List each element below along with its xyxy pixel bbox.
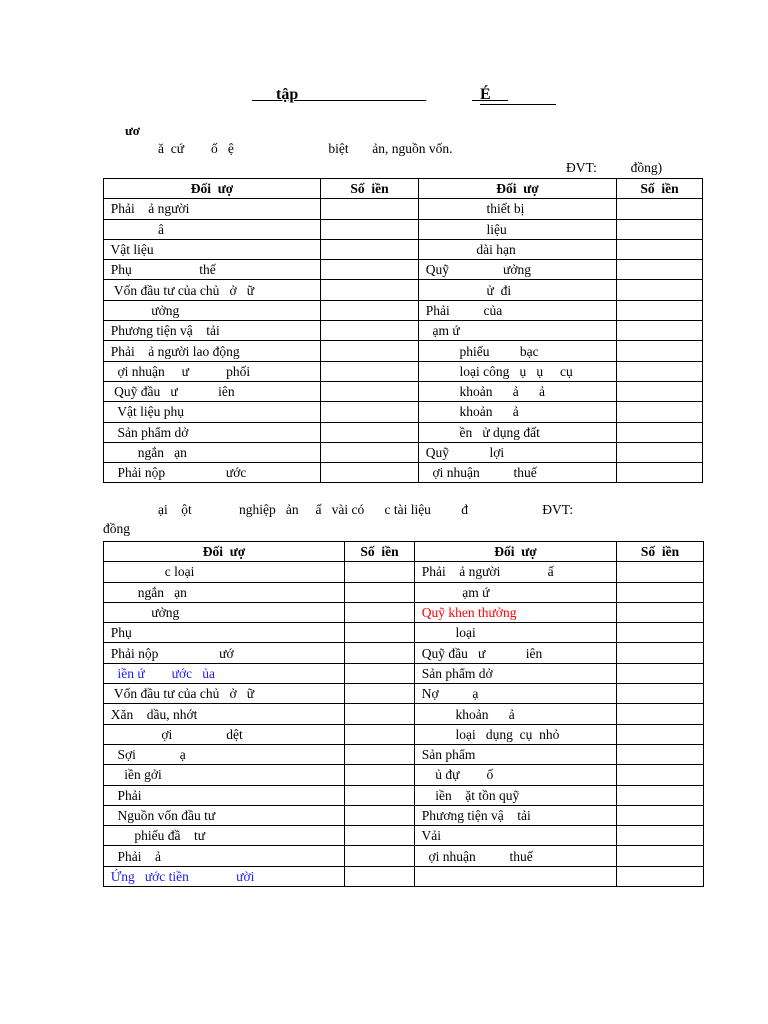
account-name-cell: loại dụng cụ nhỏ	[415, 724, 617, 744]
account-name-cell: c loại	[104, 562, 345, 582]
table-row	[104, 381, 703, 401]
account-name-cell: phiếu đầ tư	[104, 826, 345, 846]
exercise-2-line: ại ột nghiệp ản ấ vài có c tài liệu đ ĐVT:	[158, 502, 574, 517]
account-name-cell: Vốn đầu tư của chủ ở ữ	[104, 684, 345, 704]
amount-cell	[321, 199, 419, 219]
table-header-row	[104, 542, 704, 562]
table-row	[104, 846, 704, 866]
account-name-cell: Ứng ước tiền ười	[104, 866, 345, 886]
amount-cell	[321, 402, 419, 422]
table-row	[104, 442, 703, 462]
amount-cell	[345, 805, 415, 825]
unit-label: ĐVT: đồng)	[566, 160, 663, 175]
account-name-cell: Phải ả người	[104, 199, 321, 219]
account-name-cell: liệu	[419, 219, 617, 239]
page-title-left: tập	[276, 86, 299, 103]
amount-cell	[617, 805, 704, 825]
account-name-cell: Phụ thế	[104, 260, 321, 280]
account-name-cell: Nguồn vốn đầu tư	[104, 805, 345, 825]
amount-cell	[321, 341, 419, 361]
account-name-cell: ợi dệt	[104, 724, 345, 744]
amount-cell	[321, 239, 419, 259]
account-name-cell: iền ứ ước ủa	[104, 663, 345, 683]
amount-cell	[321, 300, 419, 320]
amount-cell	[345, 704, 415, 724]
amount-cell	[345, 663, 415, 683]
account-name-cell: Phải nộp ước	[104, 463, 321, 483]
table-row	[104, 239, 703, 259]
amount-cell	[617, 219, 703, 239]
amount-cell	[345, 602, 415, 622]
exercise-2-wrap: đồng	[103, 521, 130, 536]
account-name-cell: khoản ả	[415, 704, 617, 724]
account-name-cell: ưởng	[104, 602, 345, 622]
amount-cell	[617, 402, 703, 422]
amount-cell	[617, 321, 703, 341]
amount-cell	[617, 239, 703, 259]
table-row	[104, 199, 703, 219]
account-name-cell: iền gởi	[104, 765, 345, 785]
amount-cell	[617, 866, 704, 886]
amount-cell	[617, 602, 704, 622]
amount-cell	[617, 663, 704, 683]
amount-cell	[345, 562, 415, 582]
table-row	[104, 826, 704, 846]
table-row	[104, 643, 704, 663]
table-row	[104, 260, 703, 280]
account-name-cell: loại	[415, 623, 617, 643]
amount-cell	[617, 765, 704, 785]
account-name-cell: ử đi	[419, 280, 617, 300]
table-row	[104, 724, 704, 744]
table-row	[104, 280, 703, 300]
table-header-row	[104, 179, 703, 199]
account-name-cell: Nợ ạ	[415, 684, 617, 704]
account-name-cell: Quỹ khen thưởng	[415, 602, 617, 622]
table-row	[104, 463, 703, 483]
amount-cell	[617, 442, 703, 462]
amount-cell	[617, 643, 704, 663]
account-name-cell: dài hạn	[419, 239, 617, 259]
page-title-right-text: É	[480, 86, 491, 103]
account-name-cell: Sợi ạ	[104, 744, 345, 764]
account-name-cell: Phải của	[419, 300, 617, 320]
amount-cell	[321, 442, 419, 462]
account-name-cell: thiết bị	[419, 199, 617, 219]
amount-cell	[617, 300, 703, 320]
table-row	[104, 402, 703, 422]
amount-cell	[345, 623, 415, 643]
amount-cell	[617, 724, 704, 744]
account-name-cell: Phụ	[104, 623, 345, 643]
column-header: Đối ượ	[419, 179, 617, 199]
table-row	[104, 219, 703, 239]
intro-heading: ươ	[125, 123, 140, 138]
amount-cell	[321, 463, 419, 483]
table-row	[104, 361, 703, 381]
amount-cell	[345, 582, 415, 602]
amount-cell	[617, 846, 704, 866]
table-row	[104, 562, 704, 582]
account-name-cell: Sản phẩm dở	[415, 663, 617, 683]
account-name-cell: ưởng	[104, 300, 321, 320]
column-header: Số iền	[617, 542, 704, 562]
account-name-cell: khoản ả	[419, 402, 617, 422]
amount-cell	[345, 765, 415, 785]
title-underline	[480, 104, 556, 105]
account-name-cell: ngắn ạn	[104, 582, 345, 602]
account-name-cell: Phải ả người lao động	[104, 341, 321, 361]
accounts-table-1	[103, 178, 703, 483]
amount-cell	[617, 361, 703, 381]
account-name-cell: ạm ứ	[415, 582, 617, 602]
account-name-cell: Quỹ lợi	[419, 442, 617, 462]
amount-cell	[345, 684, 415, 704]
amount-cell	[617, 422, 703, 442]
amount-cell	[617, 623, 704, 643]
amount-cell	[321, 321, 419, 341]
account-name-cell: khoản ả ả	[419, 381, 617, 401]
intro-line: ă cứ ố ệ biệt ản, nguồn vốn.	[158, 141, 453, 156]
amount-cell	[617, 684, 704, 704]
table-row	[104, 684, 704, 704]
column-header: Số iền	[617, 179, 703, 199]
amount-cell	[321, 361, 419, 381]
accounts-table-2	[103, 541, 704, 887]
amount-cell	[321, 422, 419, 442]
account-name-cell: iền ặt tồn quỹ	[415, 785, 617, 805]
amount-cell	[617, 463, 703, 483]
amount-cell	[617, 704, 704, 724]
account-name-cell: Xăn dầu, nhớt	[104, 704, 345, 724]
account-name-cell: Phải nộp ướ	[104, 643, 345, 663]
amount-cell	[617, 826, 704, 846]
table-row	[104, 422, 703, 442]
amount-cell	[617, 280, 703, 300]
account-name-cell: Quỹ ưởng	[419, 260, 617, 280]
table-row	[104, 341, 703, 361]
amount-cell	[345, 643, 415, 663]
account-name-cell: Phải ả	[104, 846, 345, 866]
amount-cell	[321, 260, 419, 280]
account-name-cell: ạm ứ	[419, 321, 617, 341]
table-row	[104, 744, 704, 764]
account-name-cell: ền ử dụng đất	[419, 422, 617, 442]
account-name-cell: ủ đự ố	[415, 765, 617, 785]
amount-cell	[617, 562, 704, 582]
account-name-cell: Vật liệu	[104, 239, 321, 259]
column-header: Số iền	[345, 542, 415, 562]
amount-cell	[321, 280, 419, 300]
table-row	[104, 663, 704, 683]
amount-cell	[345, 866, 415, 886]
amount-cell	[617, 785, 704, 805]
table-row	[104, 765, 704, 785]
table-row	[104, 602, 704, 622]
amount-cell	[321, 219, 419, 239]
account-name-cell: Phương tiện vậ tải	[104, 321, 321, 341]
amount-cell	[345, 846, 415, 866]
column-header: Đối ượ	[104, 542, 345, 562]
account-name-cell: â	[104, 219, 321, 239]
account-name-cell	[415, 866, 617, 886]
account-name-cell: ợi nhuận ư phối	[104, 361, 321, 381]
table-row	[104, 321, 703, 341]
column-header: Số iền	[321, 179, 419, 199]
account-name-cell: Quỹ đầu ư iên	[415, 643, 617, 663]
table-row	[104, 805, 704, 825]
account-name-cell: Phải ả người ấ	[415, 562, 617, 582]
account-name-cell: Vốn đầu tư của chủ ở ữ	[104, 280, 321, 300]
amount-cell	[345, 826, 415, 846]
amount-cell	[617, 744, 704, 764]
account-name-cell: Quỹ đầu ư iên	[104, 381, 321, 401]
account-name-cell: Phương tiện vậ tải	[415, 805, 617, 825]
account-name-cell: ợi nhuận thuế	[419, 463, 617, 483]
table-row	[104, 300, 703, 320]
account-name-cell: Vải	[415, 826, 617, 846]
amount-cell	[321, 381, 419, 401]
table-row	[104, 866, 704, 886]
amount-cell	[345, 744, 415, 764]
account-name-cell: Vật liệu phụ	[104, 402, 321, 422]
table-row	[104, 704, 704, 724]
table-row	[104, 582, 704, 602]
account-name-cell: ngắn ạn	[104, 442, 321, 462]
table-row	[104, 623, 704, 643]
amount-cell	[617, 341, 703, 361]
table-row	[104, 785, 704, 805]
amount-cell	[617, 381, 703, 401]
account-name-cell: ợi nhuận thuế	[415, 846, 617, 866]
amount-cell	[617, 582, 704, 602]
account-name-cell: Phải	[104, 785, 345, 805]
column-header: Đối ượ	[104, 179, 321, 199]
amount-cell	[617, 199, 703, 219]
amount-cell	[345, 785, 415, 805]
account-name-cell: phiếu bạc	[419, 341, 617, 361]
account-name-cell: loại công ụ ụ cụ	[419, 361, 617, 381]
amount-cell	[617, 260, 703, 280]
account-name-cell: Sản phẩm	[415, 744, 617, 764]
amount-cell	[345, 724, 415, 744]
account-name-cell: Sản phẩm dở	[104, 422, 321, 442]
column-header: Đối ượ	[415, 542, 617, 562]
